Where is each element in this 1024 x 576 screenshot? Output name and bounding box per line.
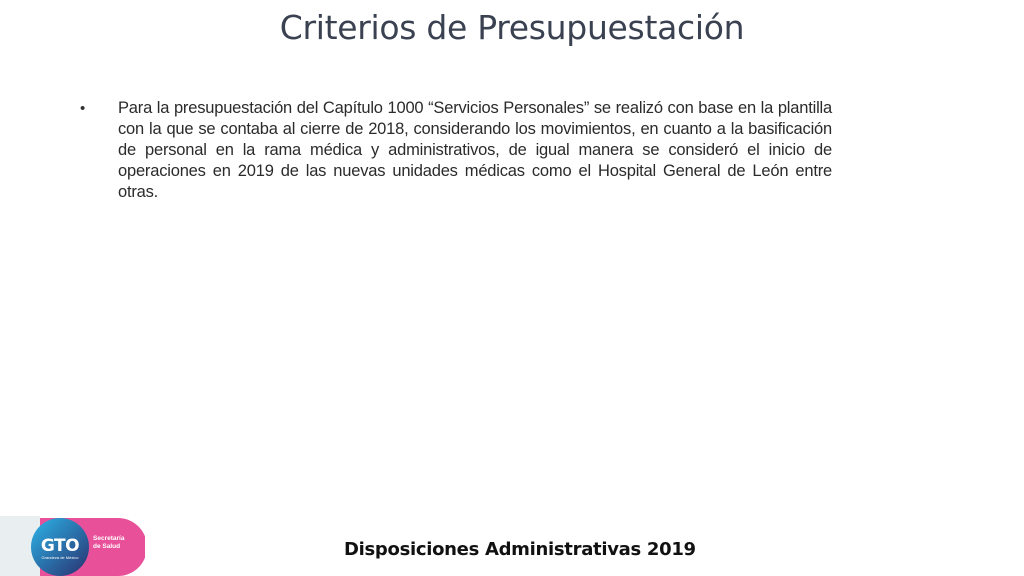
slide-footer: Disposiciones Administrativas 2019: [344, 539, 696, 560]
logo-gto: [30, 522, 90, 576]
bullet-list: [80, 98, 832, 203]
logo-department-line2: de Salud: [93, 542, 121, 550]
logo-department: [93, 535, 137, 550]
logo-tagline: Grandeza de México: [41, 555, 79, 560]
bullet-text: Para la presupuestación del Capítulo 1000 “Servicios Personales” se realizó con base en la plantilla con la que se contaba al cierre de 2018, considerando los movimientos, en cuanto a la basificación de personal en la rama médica y administrativos, de igual manera se consideró el inicio de operaciones en 2019 de las nuevas unidades médicas como el Hospital General de León entre otras.: [118, 99, 832, 201]
logo-department-line1: Secretaría: [93, 535, 125, 542]
bullet-item: [80, 98, 832, 203]
logo-brand: GTO: [40, 536, 80, 556]
bullet-marker: •: [80, 100, 86, 117]
slide-title: Criterios de Presupuestación: [279, 8, 745, 47]
